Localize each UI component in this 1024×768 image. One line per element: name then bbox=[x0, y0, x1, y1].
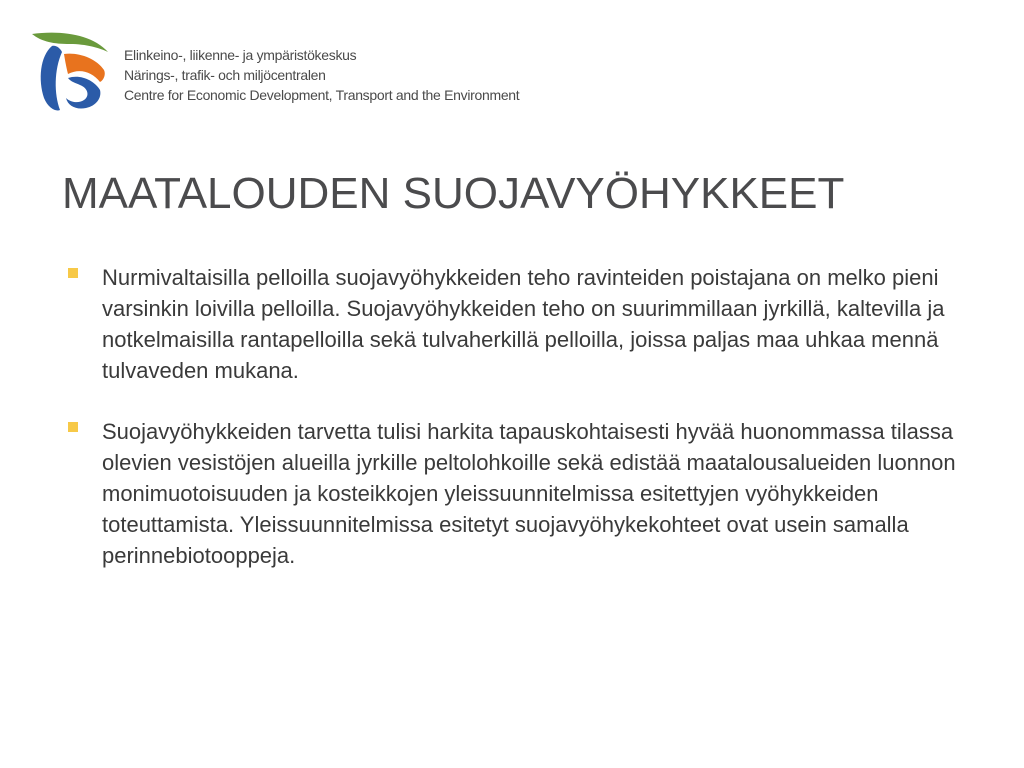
org-name-finnish: Elinkeino-, liikenne- ja ympäristökeskus bbox=[124, 47, 357, 63]
bullet-text: Suojavyöhykkeiden tarvetta tulisi harkita tapauskohtaisesti hyvää huonommassa tilassa olevien vesistöjen alueilla jyrkille peltolohkoille sekä edistää maatalousalueiden luonnon monimuotoisuuden ja kosteikkojen yleissuunnitelmissa esitettyjen vyöhykkeiden toteuttamista. Yleissuunnitelmissa esitetyt suojavyöhykekohteet ovat usein samalla perinnebiotooppeja. bbox=[102, 419, 956, 568]
slide-title: MAATALOUDEN SUOJAVYÖHYKKEET bbox=[62, 169, 845, 218]
bullet-item bbox=[62, 262, 962, 386]
square-bullet-icon bbox=[68, 422, 78, 432]
organization-names bbox=[124, 45, 519, 105]
bullet-list bbox=[62, 262, 962, 601]
org-name-english: Centre for Economic Development, Transport and the Environment bbox=[124, 87, 520, 103]
org-name-swedish: Närings-, trafik- och miljöcentralen bbox=[124, 67, 326, 83]
bullet-item bbox=[62, 416, 962, 571]
bullet-text: Nurmivaltaisilla pelloilla suojavyöhykkeiden teho ravinteiden poistajana on melko pieni varsinkin loivilla pelloilla. Suojavyöhykkeiden teho on suurimmillaan jyrkillä, kaltevilla ja notkelmaisilla rantapelloilla sekä tulvaherkillä pelloilla, joissa paljas maa uhkaa mennä tulvaveden mukana. bbox=[102, 265, 945, 383]
square-bullet-icon bbox=[68, 268, 78, 278]
ely-centre-logo-icon bbox=[30, 30, 110, 112]
